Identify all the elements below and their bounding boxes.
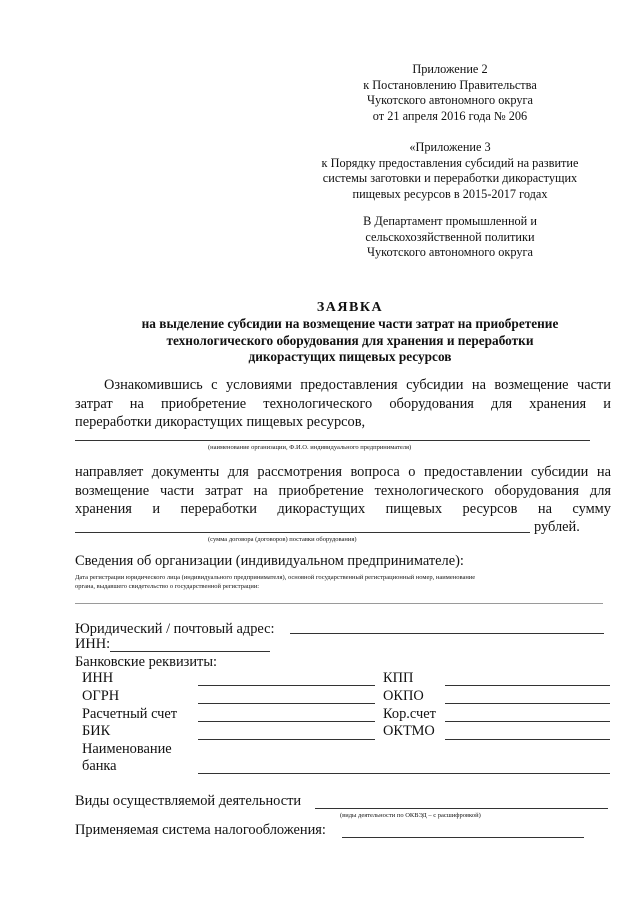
subtitle-line: дикорастущих пищевых ресурсов [248, 349, 452, 365]
header-line: «Приложение 3 [409, 140, 491, 154]
bank-name-label-2: банка [82, 758, 117, 774]
intro-line-3: переработки дикорастущих пищевых ресурсов, [75, 414, 366, 430]
currency-label: рублей. [534, 519, 580, 535]
header-line: В Департамент промышленной и [363, 214, 537, 228]
account-label: Расчетный счет [82, 706, 178, 722]
bik-label: БИК [82, 723, 111, 739]
organization-name-caption: (наименование организации, Ф.И.О. индивидуального предпринимателя) [208, 444, 412, 451]
document-title: ЗАЯВКА [316, 300, 384, 315]
org-info-heading: Сведения об организации (индивидуальном предпринимателе): [75, 553, 464, 569]
oktmo-field[interactable] [445, 739, 610, 740]
kpp-label: КПП [383, 670, 414, 686]
oktmo-label: ОКТМО [383, 723, 435, 739]
request-line-1: направляет документы для рассмотрения вопроса о предоставлении субсидии на [75, 464, 611, 480]
header-line: Чукотского автономного округа [367, 245, 533, 260]
okpo-field[interactable] [445, 703, 610, 704]
bank-inn-label: ИНН [82, 670, 114, 686]
address-field[interactable] [290, 633, 604, 634]
addressee-block [300, 214, 600, 261]
intro-line-1: Ознакомившись с условиями предоставления субсидии на возмещение части [104, 377, 611, 393]
activities-field[interactable] [315, 808, 608, 809]
org-info-note-1: Дата регистрации юридического лица (индивидуального предпринимателя), основной государственный регистрационный номер, наименование [75, 574, 476, 581]
inn-field[interactable] [110, 651, 270, 652]
header-line: к Постановлению Правительства [363, 77, 537, 92]
subtitle-line: технологического оборудования для хранения и переработки [166, 332, 534, 348]
bank-name-field[interactable] [198, 773, 610, 774]
header-line: системы заготовки и переработки дикорастущих [322, 171, 578, 186]
appendix-3-header [300, 140, 600, 202]
registration-info-field[interactable] [75, 603, 603, 604]
corr-account-field[interactable] [445, 721, 610, 722]
subtitle-line: на выделение субсидии на возмещение части затрат на приобретение [141, 316, 559, 331]
header-line: пищевых ресурсов в 2015-2017 годах [352, 186, 548, 201]
organization-name-field[interactable] [75, 440, 590, 441]
bank-inn-field[interactable] [198, 685, 375, 686]
bank-details-heading: Банковские реквизиты: [75, 654, 217, 670]
document-subtitle [60, 316, 640, 366]
header-line: Приложение 2 [412, 62, 488, 76]
amount-caption: (сумма договора (договоров) поставки оборудования) [208, 536, 357, 543]
activities-caption: (виды деятельности по ОКВЭД – с расшифровкой) [340, 812, 481, 819]
kpp-field[interactable] [445, 685, 610, 686]
bank-name-label-1: Наименование [82, 741, 172, 757]
tax-system-label: Применяемая система налогообложения: [75, 822, 326, 838]
ogrn-label: ОГРН [82, 688, 120, 704]
header-line: Чукотского автономного округа [367, 93, 533, 108]
account-field[interactable] [198, 721, 375, 722]
tax-system-field[interactable] [342, 837, 584, 838]
header-line: от 21 апреля 2016 года № 206 [372, 108, 528, 123]
ogrn-field[interactable] [198, 703, 375, 704]
header-line: к Порядку предоставления субсидий на развитие [321, 155, 579, 170]
inn-label: ИНН: [75, 636, 111, 652]
corr-account-label: Кор.счет [383, 706, 436, 722]
request-line-2: возмещение части затрат на приобретение технологического оборудования для [75, 483, 611, 499]
org-info-note-2: органа, выдавшего свидетельство о государственной регистрации: [75, 583, 260, 590]
appendix-2-header [300, 62, 600, 124]
amount-field[interactable] [75, 532, 530, 533]
address-label: Юридический / почтовый адрес: [75, 621, 275, 637]
okpo-label: ОКПО [383, 688, 424, 704]
request-line-3: хранения и переработки дикорастущих пищевых ресурсов на сумму [75, 501, 611, 517]
intro-line-2: затрат на приобретение технологического оборудования для хранения и [75, 396, 611, 412]
header-line: сельскохозяйственной политики [365, 229, 535, 244]
activities-label: Виды осуществляемой деятельности [75, 793, 302, 809]
bik-field[interactable] [198, 739, 375, 740]
